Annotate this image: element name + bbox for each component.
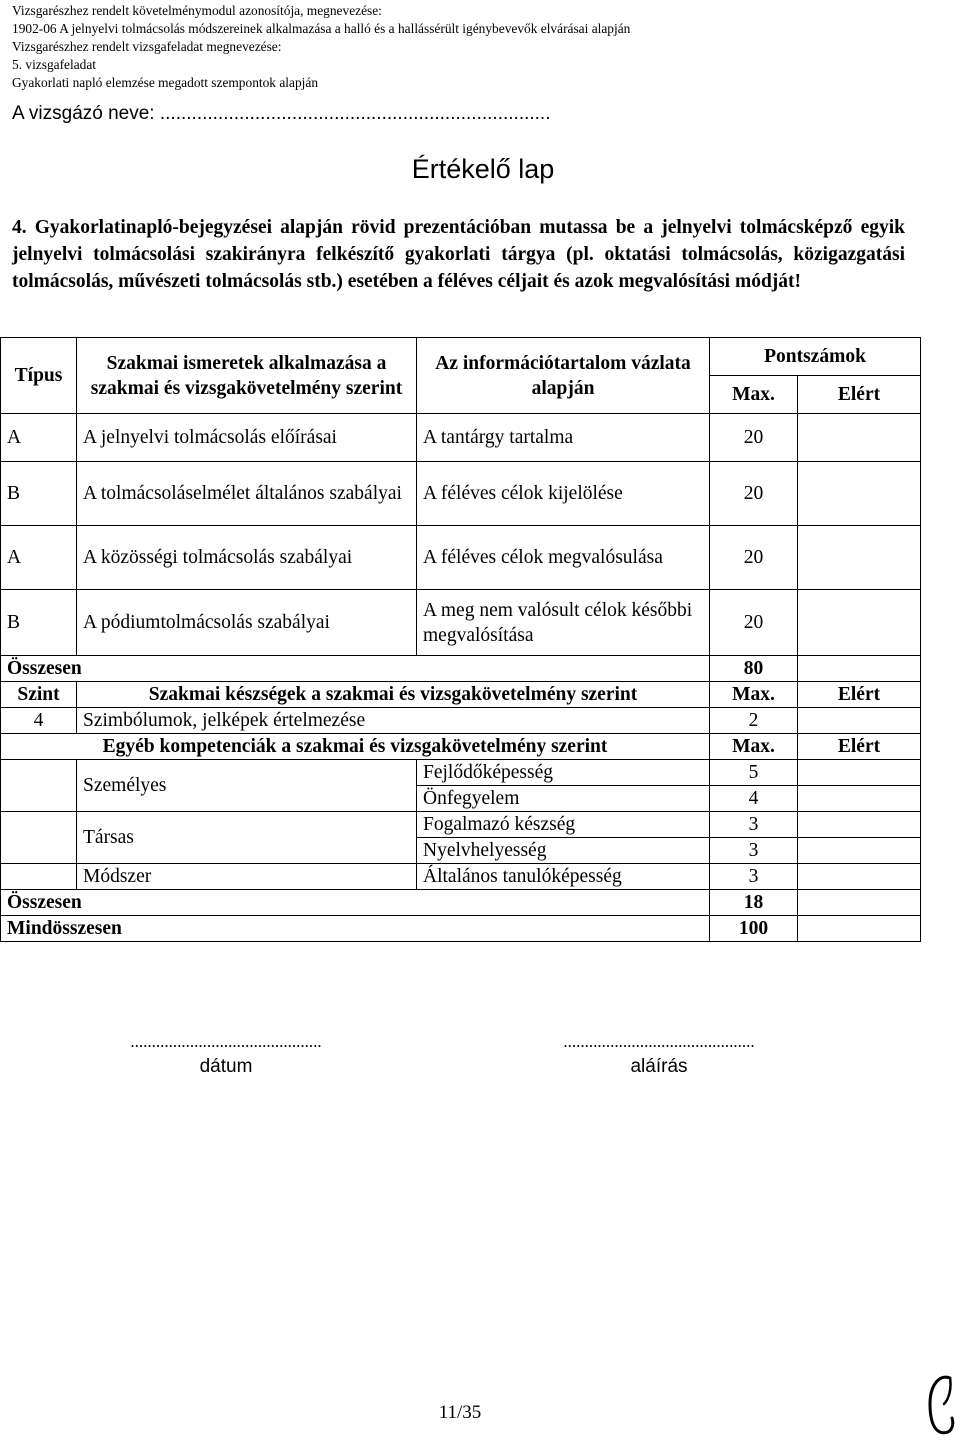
komp-max: 5 xyxy=(710,760,798,786)
komp-max: 3 xyxy=(710,812,798,838)
komp-item: Fejlődőképesség xyxy=(417,760,710,786)
row-info: A féléves célok kijelölése xyxy=(417,462,710,526)
keszseg-szint: 4 xyxy=(1,708,77,734)
candidate-name-line[interactable]: A vizsgázó neve: .......................................................................... xyxy=(12,103,551,124)
table-row xyxy=(1,864,921,890)
osszesen2-elert[interactable] xyxy=(798,890,921,916)
row-info: A meg nem valósult célok későbbi megvalósítása xyxy=(417,590,710,656)
komp-elert[interactable] xyxy=(798,838,921,864)
signature-line[interactable]: ............................................. xyxy=(563,1032,755,1051)
komp-blank xyxy=(1,864,77,890)
row-elert[interactable] xyxy=(798,526,921,590)
egyeb-kompetenciak-header: Egyéb kompetenciák a szakmai és vizsgakövetelmény szerint xyxy=(1,734,710,760)
header-line-3: Vizsgarészhez rendelt vizsgafeladat megnevezése: xyxy=(12,39,282,54)
header-line-2: 1902-06 A jelnyelvi tolmácsolás módszereinek alkalmazása a halló és a hallássérült igénybevevők elvárásai alapján xyxy=(12,21,631,36)
header-max: Max. xyxy=(710,376,798,414)
komp-max: 3 xyxy=(710,864,798,890)
osszesen2-label: Összesen xyxy=(1,890,710,916)
keszsegek-header: Szakmai készségek a szakmai és vizsgakövetelmény szerint xyxy=(77,682,710,708)
komp-blank xyxy=(1,812,77,864)
egyeb-elert-header: Elért xyxy=(798,734,921,760)
komp-group: Személyes xyxy=(77,760,417,812)
row-szakmai: A jelnyelvi tolmácsolás előírásai xyxy=(77,414,417,462)
signature-label: aláírás xyxy=(630,1056,688,1077)
row-elert[interactable] xyxy=(798,590,921,656)
row-szakmai: A tolmácsoláselmélet általános szabályai xyxy=(77,462,417,526)
komp-blank xyxy=(1,760,77,812)
komp-elert[interactable] xyxy=(798,760,921,786)
table-row xyxy=(1,760,921,786)
row-tipus: B xyxy=(1,462,77,526)
keszseg-max: 2 xyxy=(710,708,798,734)
mindosszesen-value: 100 xyxy=(710,916,798,942)
komp-item: Önfegyelem xyxy=(417,786,710,812)
evaluation-table xyxy=(0,337,921,942)
header-line-5: Gyakorlati napló elemzése megadott szempontok alapján xyxy=(12,75,319,90)
row-tipus: A xyxy=(1,526,77,590)
mindosszesen-label: Mindösszesen xyxy=(1,916,710,942)
keszseg-elert[interactable] xyxy=(798,708,921,734)
komp-item: Fogalmazó készség xyxy=(417,812,710,838)
komp-elert[interactable] xyxy=(798,864,921,890)
signature-block xyxy=(528,1032,790,1078)
header-tipus: Típus xyxy=(1,338,77,414)
komp-elert[interactable] xyxy=(798,812,921,838)
page-title: Értékelő lap xyxy=(411,154,555,184)
komp-group: Módszer xyxy=(77,864,417,890)
osszesen-label: Összesen xyxy=(1,656,710,682)
header-elert: Elért xyxy=(798,376,921,414)
komp-item: Általános tanulóképesség xyxy=(417,864,710,890)
date-label: dátum xyxy=(199,1056,253,1077)
komp-elert[interactable] xyxy=(798,786,921,812)
row-elert[interactable] xyxy=(798,462,921,526)
date-signature-block xyxy=(95,1032,357,1078)
row-max: 20 xyxy=(710,590,798,656)
komp-item: Nyelvhelyesség xyxy=(417,838,710,864)
row-szakmai: A pódiumtolmácsolás szabályai xyxy=(77,590,417,656)
keszsegek-max-header: Max. xyxy=(710,682,798,708)
handwritten-mark xyxy=(922,1370,958,1442)
osszesen-value: 80 xyxy=(710,656,798,682)
header-szakmai-ismeretek: Szakmai ismeretek alkalmazása a szakmai és vizsgakövetelmény szerint xyxy=(77,338,417,414)
komp-group: Társas xyxy=(77,812,417,864)
table-row xyxy=(1,812,921,838)
table-row xyxy=(1,590,921,656)
header-pontszamok: Pontszámok xyxy=(710,338,921,376)
row-szakmai: A közösségi tolmácsolás szabályai xyxy=(77,526,417,590)
row-info: A féléves célok megvalósulása xyxy=(417,526,710,590)
egyeb-max-header: Max. xyxy=(710,734,798,760)
row-max: 20 xyxy=(710,526,798,590)
header-line-1: Vizsgarészhez rendelt követelménymodul azonosítója, megnevezése: xyxy=(12,3,382,18)
task-description: 4. Gyakorlatinapló-bejegyzései alapján rövid prezentációban mutassa be a jelnyelvi tolmácsképző egyik jelnyelvi tolmácsolási szakirányra felkészítő gyakorlati tárgya (pl. oktatási tolmácsolás, közigazgatási tolmácsolás, művészeti tolmácsolás stb.) esetében a féléves céljait és azok megvalósítási módját! xyxy=(12,217,905,292)
header-informaciotartalom: Az információtartalom vázlata alapján xyxy=(417,338,710,414)
mindosszesen-elert[interactable] xyxy=(798,916,921,942)
row-max: 20 xyxy=(710,414,798,462)
keszsegek-elert-header: Elért xyxy=(798,682,921,708)
osszesen2-value: 18 xyxy=(710,890,798,916)
row-info: A tantárgy tartalma xyxy=(417,414,710,462)
komp-max: 4 xyxy=(710,786,798,812)
row-tipus: B xyxy=(1,590,77,656)
komp-max: 3 xyxy=(710,838,798,864)
row-elert[interactable] xyxy=(798,414,921,462)
keszseg-name: Szimbólumok, jelképek értelmezése xyxy=(77,708,710,734)
table-row xyxy=(1,462,921,526)
header-line-4: 5. vizsgafeladat xyxy=(12,57,97,72)
table-row xyxy=(1,708,921,734)
date-line[interactable]: ............................................. xyxy=(130,1032,322,1051)
table-row xyxy=(1,414,921,462)
page-number: 11/35 xyxy=(438,1402,482,1423)
szint-header: Szint xyxy=(1,682,77,708)
row-max: 20 xyxy=(710,462,798,526)
row-tipus: A xyxy=(1,414,77,462)
table-row xyxy=(1,526,921,590)
page-header xyxy=(12,2,630,92)
osszesen-elert[interactable] xyxy=(798,656,921,682)
